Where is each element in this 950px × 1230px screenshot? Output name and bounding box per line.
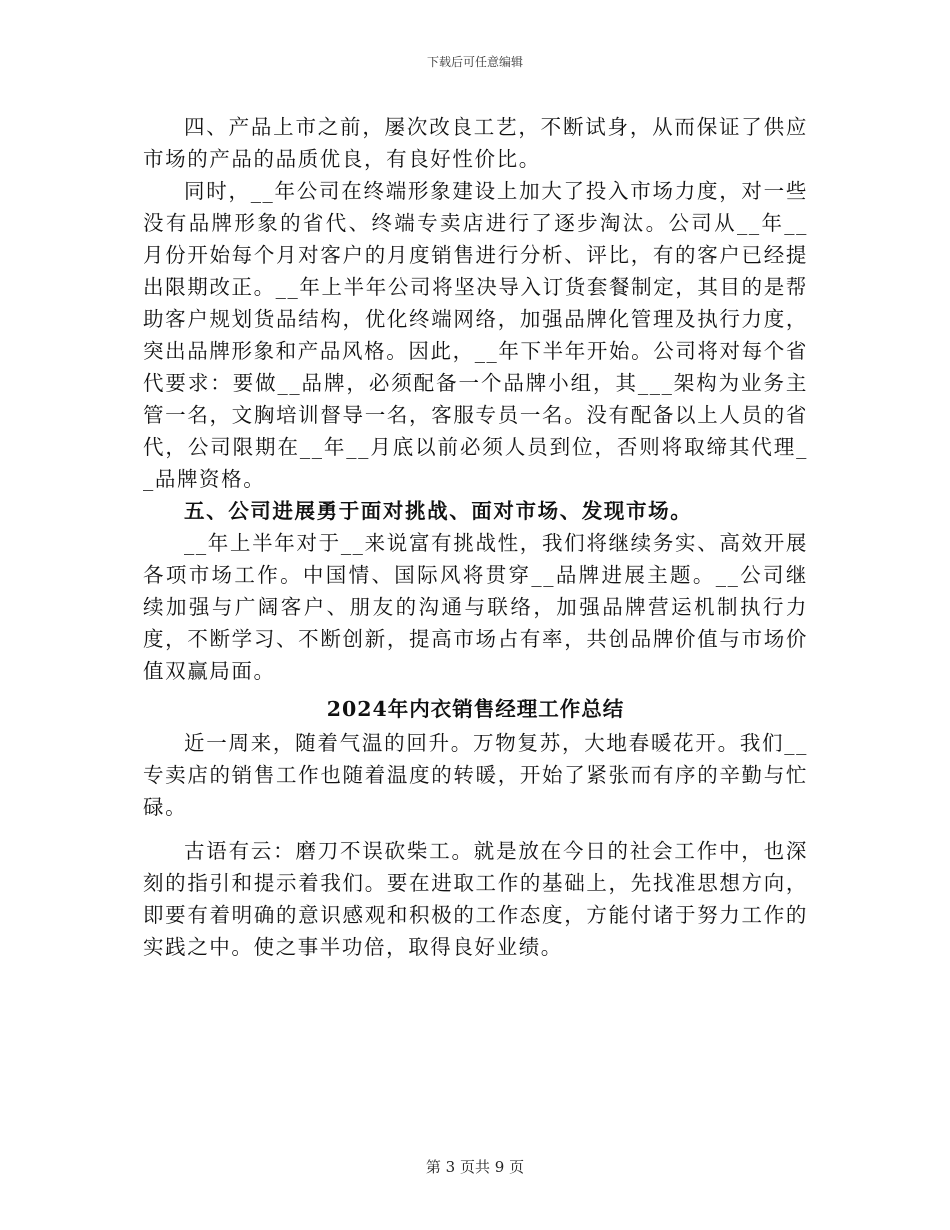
section-title: 2024年内衣销售经理工作总结 <box>326 697 625 721</box>
paragraph-terminal-image: 同时，__年公司在终端形象建设上加大了投入市场力度，对一些没有品牌形象的省代、终端专卖店进行了逐步淘汰。公司从__年__月份开始每个月对客户的月度销售进行分析、评比，有的客户已经提出限期改正。__年上半年公司将坚决导入订货套餐制定，其目的是帮助客户规划货品结构，优化终端网络，加强品牌化管理及执行力度，突出品牌形象和产品风格。因此，__年下半年开始。公司将对每个省代要求：要做__品牌，必须配备一个品牌小组，其___架构为业务主管一名，文胸培训督导一名，客服专员一名。没有配备以上人员的省代，公司限期在__年__月底以前必须人员到位，否则将取缔其代理__品牌资格。 <box>143 179 808 491</box>
document-body <box>143 111 808 963</box>
page-header: 下载后可任意编辑 <box>426 55 523 69</box>
paragraph-first-half-year: __年上半年对于__来说富有挑战性，我们将继续务实、高效开展各项市场工作。中国情、国际风将贯穿__品牌进展主题。__公司继续加强与广阔客户、朋友的沟通与联络，加强品牌营运机制执行力度，不断学习、不断创新，提高市场占有率，共创品牌价值与市场价值双赢局面。 <box>143 531 808 683</box>
paragraph-product-quality: 四、产品上市之前，屡次改良工艺，不断试身，从而保证了供应市场的产品的品质优良，有良好性价比。 <box>143 115 808 171</box>
page-footer: 第 3 页共 9 页 <box>425 1158 525 1176</box>
paragraph-heading-five: 五、公司进展勇于面对挑战、面对市场、发现市场。 <box>184 499 693 523</box>
paragraph-proverb: 古语有云：磨刀不误砍柴工。就是放在今日的社会工作中，也深刻的指引和提示着我们。要在进取工作的基础上，先找准思想方向，即要有着明确的意识感观和积极的工作态度，方能付诸于努力工作的实践之中。使之事半功倍，取得良好业绩。 <box>143 839 808 959</box>
paragraph-spring-sales: 近一周来，随着气温的回升。万物复苏，大地春暖花开。我们__专卖店的销售工作也随着温度的转暖，开始了紧张而有序的辛勤与忙碌。 <box>143 731 808 819</box>
